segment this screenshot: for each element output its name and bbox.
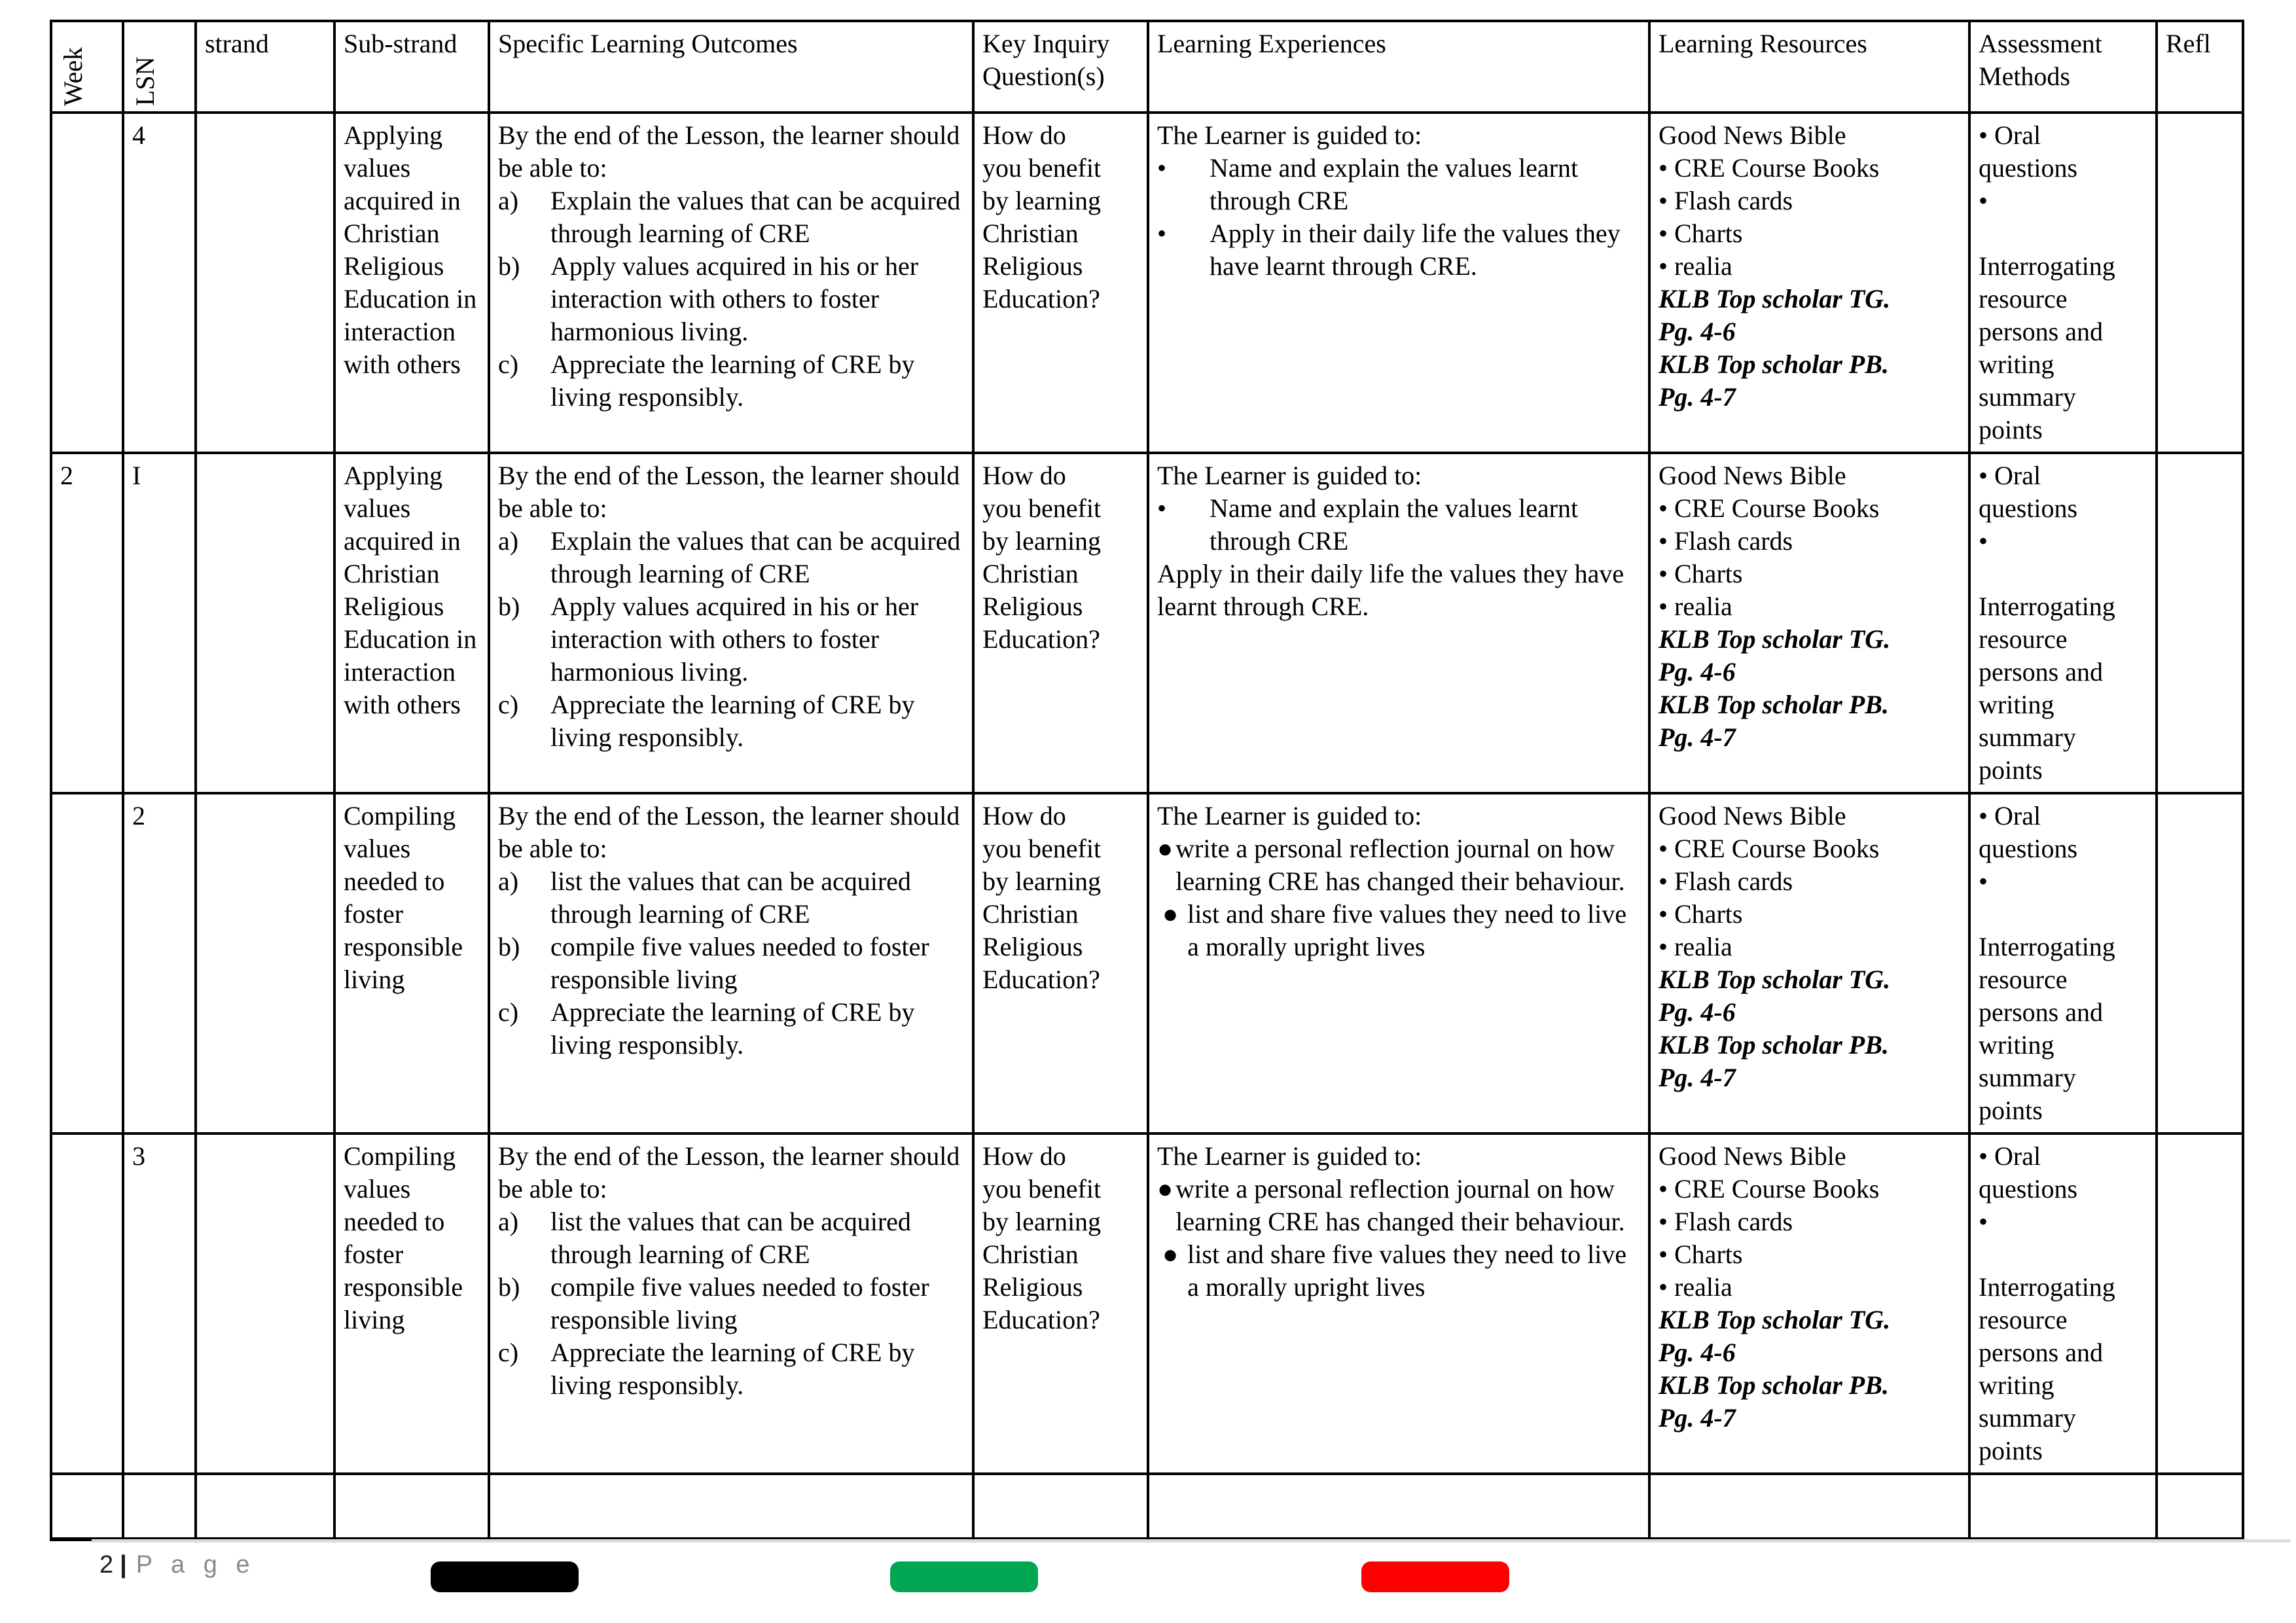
outcomes-intro: By the end of the Lesson, the learner should be able to:	[498, 1141, 960, 1204]
page-number-label: P a g e	[135, 1551, 256, 1578]
resource-reference: Pg. 4-6	[1659, 1338, 1736, 1367]
cell-outcomes	[489, 793, 973, 1133]
cell-strand	[196, 1133, 334, 1474]
col-header-outcomes: Specific Learning Outcomes	[489, 21, 973, 113]
experience-item: • Name and explain the values learnt through CRE	[1157, 153, 1579, 215]
resource-reference: Pg. 4-7	[1659, 722, 1736, 752]
outcome-item: c) Appreciate the learning of CRE by living responsibly.	[498, 1338, 915, 1400]
cell-refl	[2157, 1474, 2243, 1539]
cell-sub-strand: Applying values acquired in Christian Religious Education in interaction with others	[334, 113, 489, 453]
cell-experiences	[1148, 1474, 1649, 1539]
experience-item: • Apply in their daily life the values they have learnt through CRE.	[1157, 219, 1621, 281]
cell-refl	[2157, 793, 2243, 1133]
cell-week	[51, 113, 123, 453]
experiences-intro: The Learner is guided to:	[1157, 461, 1422, 490]
cell-sub-strand: Compiling values needed to foster responsible living	[334, 1133, 489, 1474]
outcomes-intro: By the end of the Lesson, the learner should be able to:	[498, 461, 960, 523]
col-header-assessment: Assessment Methods	[1969, 21, 2157, 113]
outcome-item: b) compile five values needed to foster responsible living	[498, 1272, 929, 1334]
redaction-bar-black	[431, 1561, 579, 1592]
cell-lsn: I	[123, 453, 196, 793]
table-row	[51, 453, 2243, 793]
resource-reference: KLB Top scholar PB.	[1659, 349, 1889, 379]
col-header-lsn	[123, 21, 196, 113]
outcome-item: b) Apply values acquired in his or her interaction with others to foster harmonious living.	[498, 592, 919, 687]
empty-row	[51, 1474, 2243, 1539]
cell-refl	[2157, 1133, 2243, 1474]
cell-experiences	[1148, 453, 1649, 793]
cell-sub-strand: Compiling values needed to foster responsible living	[334, 793, 489, 1133]
cell-outcomes	[489, 1474, 973, 1539]
cell-inquiry: How do you benefit by learning Christian Religious Education?	[973, 113, 1148, 453]
experience-item: ● list and share five values they need to live a morally upright lives	[1162, 899, 1627, 961]
cell-experiences	[1148, 113, 1649, 453]
cell-inquiry: How do you benefit by learning Christian Religious Education?	[973, 793, 1148, 1133]
experiences-intro: The Learner is guided to:	[1157, 120, 1422, 150]
cell-refl	[2157, 453, 2243, 793]
resource-reference: Pg. 4-7	[1659, 1063, 1736, 1092]
resource-reference: Pg. 4-6	[1659, 317, 1736, 346]
cell-inquiry	[973, 1474, 1148, 1539]
col-header-resources: Learning Resources	[1649, 21, 1969, 113]
cell-outcomes	[489, 453, 973, 793]
experience-item: ● write a personal reflection journal on how learning CRE has changed their behaviour.	[1157, 1174, 1625, 1236]
cell-outcomes	[489, 113, 973, 453]
cell-assessment: • Oral questions • Interrogating resource persons and writing summary points	[1969, 1133, 2157, 1474]
cell-experiences	[1148, 793, 1649, 1133]
cell-experiences	[1148, 1133, 1649, 1474]
experience-item: Apply in their daily life the values they have learnt through CRE.	[1157, 559, 1624, 621]
page-number-value: 2	[99, 1551, 114, 1578]
resource-reference: KLB Top scholar PB.	[1659, 1370, 1889, 1400]
outcome-item: a) list the values that can be acquired through learning of CRE	[498, 1207, 911, 1269]
cell-week	[51, 1133, 123, 1474]
outcome-item: a) list the values that can be acquired through learning of CRE	[498, 866, 911, 929]
cell-resources: Good News Bible • CRE Course Books • Flash cards • Charts • realia KLB Top scholar TG. Pg. 4-6 KLB Top scholar PB. Pg. 4-7	[1649, 793, 1969, 1133]
cell-assessment: • Oral questions • Interrogating resource persons and writing summary points	[1969, 113, 2157, 453]
cell-outcomes	[489, 1133, 973, 1474]
cell-strand	[196, 113, 334, 453]
cell-inquiry: How do you benefit by learning Christian Religious Education?	[973, 453, 1148, 793]
scheme-of-work-table	[50, 20, 2244, 1541]
outcome-item: b) compile five values needed to foster responsible living	[498, 932, 929, 994]
resource-reference: KLB Top scholar TG.	[1659, 965, 1891, 994]
cell-week	[51, 793, 123, 1133]
table-row	[51, 793, 2243, 1133]
outcome-item: a) Explain the values that can be acquired through learning of CRE	[498, 186, 961, 248]
cell-resources	[1649, 1474, 1969, 1539]
cell-resources: Good News Bible • CRE Course Books • Flash cards • Charts • realia KLB Top scholar TG. Pg. 4-6 KLB Top scholar PB. Pg. 4-7	[1649, 113, 1969, 453]
week-label: Week	[58, 46, 88, 106]
outcome-item: b) Apply values acquired in his or her interaction with others to foster harmonious living.	[498, 251, 919, 346]
cell-lsn: 3	[123, 1133, 196, 1474]
col-header-experiences: Learning Experiences	[1148, 21, 1649, 113]
cell-lsn: 4	[123, 113, 196, 453]
cell-sub-strand	[334, 1474, 489, 1539]
outcomes-intro: By the end of the Lesson, the learner should be able to:	[498, 801, 960, 863]
experiences-intro: The Learner is guided to:	[1157, 1141, 1422, 1171]
cell-lsn: 2	[123, 793, 196, 1133]
cell-assessment	[1969, 1474, 2157, 1539]
experience-item: • Name and explain the values learnt through CRE	[1157, 493, 1579, 556]
resource-reference: KLB Top scholar TG.	[1659, 624, 1891, 654]
footer-divider	[92, 1539, 2291, 1543]
cell-week: 2	[51, 453, 123, 793]
cell-resources: Good News Bible • CRE Course Books • Flash cards • Charts • realia KLB Top scholar TG. Pg. 4-6 KLB Top scholar PB. Pg. 4-7	[1649, 453, 1969, 793]
resource-reference: KLB Top scholar PB.	[1659, 1030, 1889, 1060]
redaction-bar-green	[890, 1561, 1038, 1592]
cell-sub-strand: Applying values acquired in Christian Religious Education in interaction with others	[334, 453, 489, 793]
resource-reference: KLB Top scholar TG.	[1659, 1305, 1891, 1334]
outcome-item: c) Appreciate the learning of CRE by living responsibly.	[498, 349, 915, 412]
col-header-refl: Refl	[2157, 21, 2243, 113]
cell-assessment: • Oral questions • Interrogating resource persons and writing summary points	[1969, 793, 2157, 1133]
outcome-item: c) Appreciate the learning of CRE by living responsibly.	[498, 690, 915, 752]
experiences-intro: The Learner is guided to:	[1157, 801, 1422, 830]
header-row	[51, 21, 2243, 113]
page-number	[99, 1550, 256, 1580]
col-header-strand: strand	[196, 21, 334, 113]
table-row	[51, 113, 2243, 453]
experience-item: ● write a personal reflection journal on how learning CRE has changed their behaviour.	[1157, 834, 1625, 896]
cell-strand	[196, 1474, 334, 1539]
cell-strand	[196, 793, 334, 1133]
resource-reference: KLB Top scholar PB.	[1659, 690, 1889, 719]
redaction-bar-red	[1361, 1561, 1509, 1592]
cell-lsn	[123, 1474, 196, 1539]
page-number-separator: |	[120, 1551, 127, 1578]
outcome-item: c) Appreciate the learning of CRE by living responsibly.	[498, 997, 915, 1060]
experience-item: ● list and share five values they need to live a morally upright lives	[1162, 1240, 1627, 1302]
col-header-sub-strand: Sub-strand	[334, 21, 489, 113]
resource-reference: Pg. 4-6	[1659, 997, 1736, 1027]
resource-reference: KLB Top scholar TG.	[1659, 284, 1891, 313]
cell-assessment: • Oral questions • Interrogating resource persons and writing summary points	[1969, 453, 2157, 793]
cell-resources: Good News Bible • CRE Course Books • Flash cards • Charts • realia KLB Top scholar TG. Pg. 4-6 KLB Top scholar PB. Pg. 4-7	[1649, 1133, 1969, 1474]
cell-strand	[196, 453, 334, 793]
col-header-week	[51, 21, 123, 113]
lsn-label: LSN	[130, 56, 160, 106]
resource-reference: Pg. 4-7	[1659, 382, 1736, 412]
outcome-item: a) Explain the values that can be acquired through learning of CRE	[498, 526, 961, 588]
cell-inquiry: How do you benefit by learning Christian Religious Education?	[973, 1133, 1148, 1474]
outcomes-intro: By the end of the Lesson, the learner should be able to:	[498, 120, 960, 183]
col-header-inquiry: Key Inquiry Question(s)	[973, 21, 1148, 113]
resource-reference: Pg. 4-6	[1659, 657, 1736, 687]
cell-week	[51, 1474, 123, 1539]
resource-reference: Pg. 4-7	[1659, 1403, 1736, 1433]
table-row	[51, 1133, 2243, 1474]
cell-refl	[2157, 113, 2243, 453]
